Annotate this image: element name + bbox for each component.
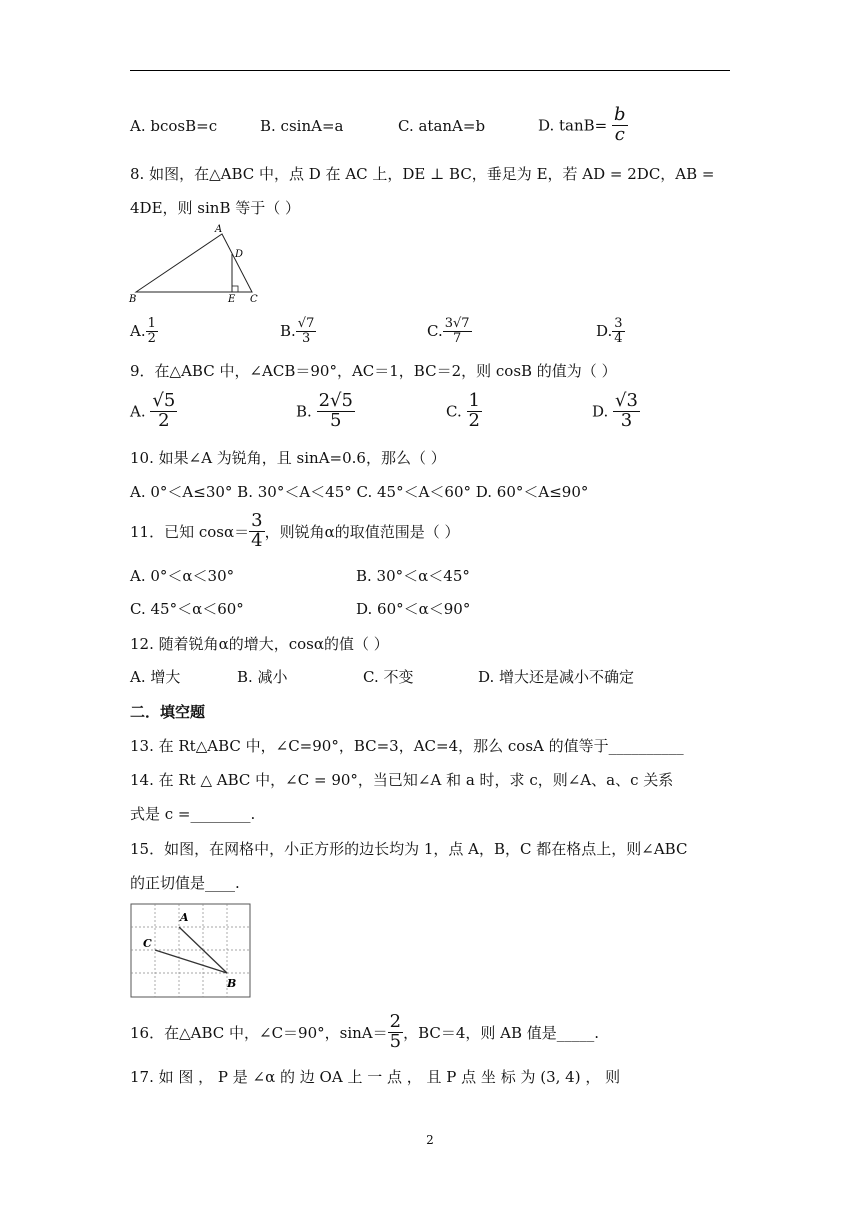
q8-c-den: 7 [452,330,462,346]
q16-num: 2 [389,1011,402,1032]
page-number: 2 [426,1133,434,1147]
right-angle-mark [232,286,238,292]
q15-line2: 的正切值是____. [130,874,240,892]
q9-option-c [446,392,482,431]
q9-c-num: 1 [468,390,480,411]
q10-options: A. 0°＜A≤30° B. 30°＜A＜45° C. 45°＜A＜60° D. 60°＜A≤90° [130,483,589,501]
q8-a-fraction [146,317,158,345]
q8-b-den: 3 [301,330,311,346]
q8-option-a [130,317,158,345]
q8-a-den: 2 [147,330,156,346]
q8-line2: 4DE，则 sinB 等于（ ） [130,199,301,217]
q7-d-numerator: b [614,104,626,125]
label-e: E [228,294,236,305]
q8-a-num: 1 [147,316,156,331]
q9-d-fraction [613,392,640,431]
q9-a-num: √5 [152,390,176,411]
q11-text [130,512,459,551]
q9-text: 9．在△ABC 中，∠ACB＝90°，AC＝1，BC＝2，则 cosB 的值为（ ） [130,362,617,380]
q9-c-prefix: C. [446,402,462,421]
q9-d-den: 3 [620,409,633,431]
q8-a-prefix: A. [130,322,146,341]
q9-option-b [296,392,355,431]
q16-fraction [388,1013,403,1052]
q8-c-fraction [443,317,472,345]
q10-text: 10. 如果∠A 为锐角，且 sinA=0.6，那么（ ） [130,449,446,467]
q16-den: 5 [389,1030,402,1052]
q9-c-fraction [467,392,482,431]
q9-a-den: 2 [158,409,170,431]
label-b: B [129,294,137,305]
section-heading: 二．填空题 [130,703,206,721]
q11-option-a: A. 0°＜α＜30° [130,567,235,585]
grid-label-b: B [227,977,237,990]
q7-option-c: C. atanA=b [398,117,486,135]
q9-d-num: √3 [615,390,638,411]
q16-prefix: 16．在△ABC 中，∠C＝90°，sinA＝ [130,1023,388,1042]
q9-b-prefix: B. [296,402,312,421]
q8-d-fraction [612,317,624,345]
q7-option-b: B. csinA=a [260,117,344,135]
q11-fraction [249,512,264,551]
q16-text [130,1013,599,1052]
q13-text: 13. 在 Rt△ABC 中，∠C=90°，BC=3，AC=4，那么 cosA 的值等于__________ [130,737,684,755]
q16-suffix: ，BC＝4，则 AB 值是_____. [403,1023,600,1042]
q9-a-fraction [150,392,177,431]
q11-den: 4 [251,529,263,551]
q12-option-b: B. 减小 [237,668,288,686]
q11-option-c: C. 45°＜α＜60° [130,600,244,618]
q17-text: 17. 如 图 ， P 是 ∠α 的 边 OA 上 一 点 ， 且 P 点 坐 标 为 (3, 4) ， 则 [130,1068,621,1086]
q8-option-b [280,317,316,345]
label-a: A [215,224,223,235]
q8-d-num: 3 [614,316,623,331]
q9-option-a [130,392,177,431]
segment-cb [155,950,227,973]
q11-suffix: ，则锐角α的取值范围是（ ） [264,522,460,541]
q9-b-num: 2√5 [318,390,353,411]
q11-num: 3 [251,510,263,531]
q15-grid-figure [130,903,252,999]
q7-option-d-fraction [612,106,628,145]
q8-b-prefix: B. [280,322,296,341]
q11-prefix: 11．已知 cosα＝ [130,522,250,541]
q12-option-d: D. 增大还是减小不确定 [478,668,635,686]
q9-d-prefix: D. [592,402,609,421]
q8-option-d [596,317,625,345]
header-rule [130,70,730,71]
q9-option-d [592,392,640,431]
q8-option-c [427,317,472,345]
q12-option-c: C. 不变 [363,668,414,686]
q9-b-fraction [317,392,355,431]
grid-label-c: C [143,937,152,950]
q14-line2: 式是 c =________. [130,805,256,823]
q8-c-prefix: C. [427,322,443,341]
q8-b-fraction [296,317,317,345]
q12-option-a: A. 增大 [130,668,181,686]
q7-d-denominator: c [614,123,625,145]
q8-b-num: √7 [297,316,315,331]
q8-d-den: 4 [614,330,623,346]
q12-text: 12. 随着锐角α的增大，cosα的值（ ） [130,635,389,653]
q14-line1: 14. 在 Rt △ ABC 中，∠C = 90°，当已知∠A 和 a 时，求 c，则∠A、a、c 关系 [130,771,674,789]
label-c: C [250,294,258,305]
q9-a-prefix: A. [130,402,146,421]
label-d: D [235,249,244,260]
q15-line1: 15．如图，在网格中，小正方形的边长均为 1，点 A，B，C 都在格点上，则∠ABC [130,840,688,858]
q7-option-a: A. bcosB=c [130,117,218,135]
grid-label-a: A [180,911,189,924]
q11-option-b: B. 30°＜α＜45° [356,567,470,585]
q7-option-d-prefix: D. tanB= [538,116,608,135]
q8-d-prefix: D. [596,322,613,341]
q7-option-d [538,106,628,145]
q9-b-den: 5 [330,409,342,431]
q11-option-d: D. 60°＜α＜90° [356,600,471,618]
q9-c-den: 2 [468,409,480,431]
q8-triangle-figure [126,222,266,306]
q8-c-num: 3√7 [444,316,470,331]
triangle-abc [136,234,252,292]
q8-line1: 8. 如图，在△ABC 中，点 D 在 AC 上，DE ⊥ BC，垂足为 E，若 AD = 2DC，AB = [130,165,715,183]
